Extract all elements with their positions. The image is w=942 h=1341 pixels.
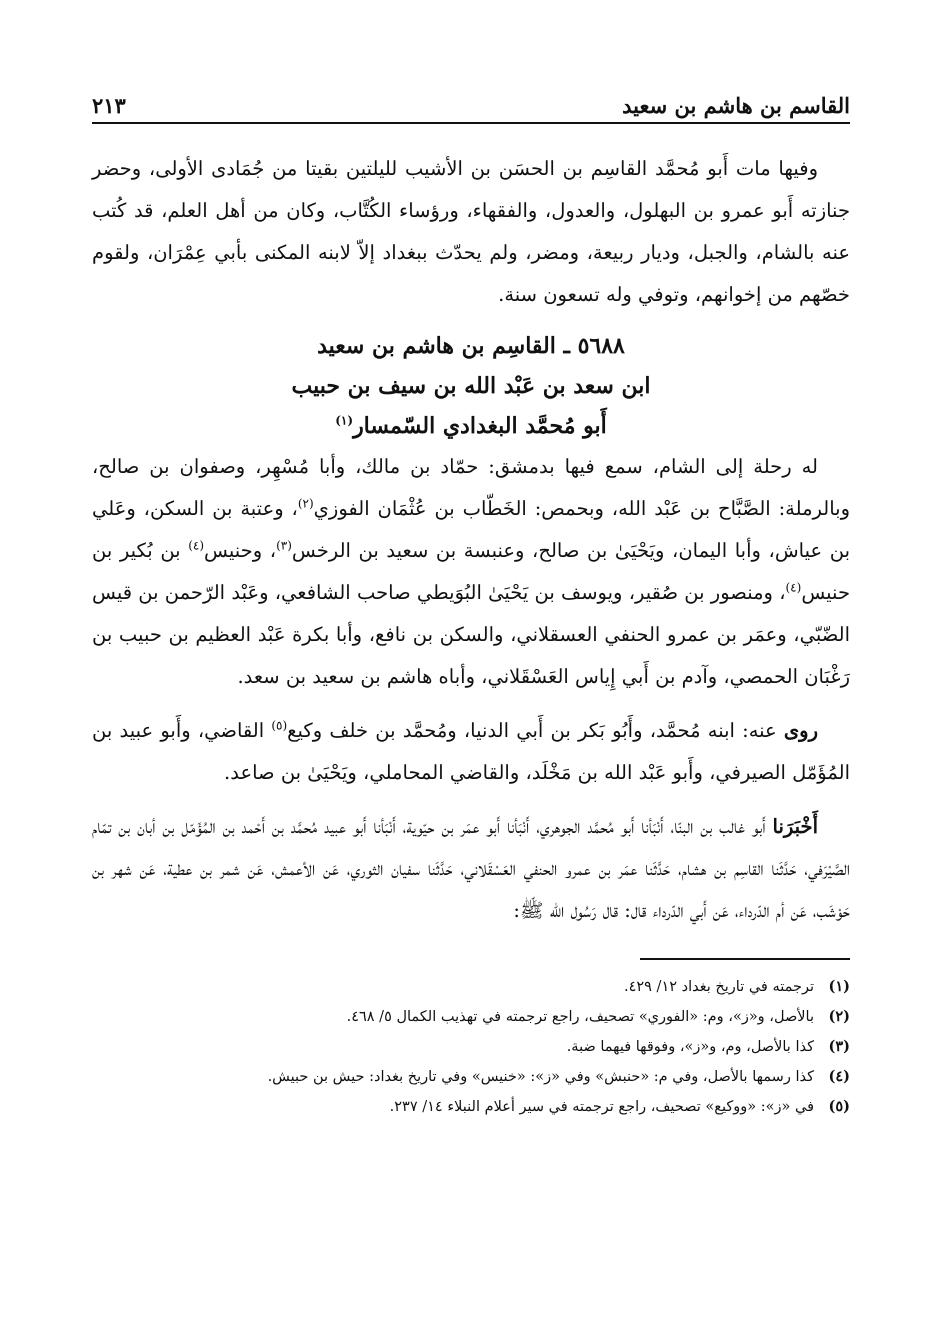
footnote-number: (٣) bbox=[828, 1038, 850, 1055]
footnote-number: (١) bbox=[828, 978, 850, 995]
bio-text-3: ، وحنيس bbox=[204, 539, 277, 562]
isnad-text: أَبو غالب بن البنّا، أَنْبَأنا أَبو مُحمَّد الجوهري، أَنْبَأنا أَبو عمَر بن حيّوية، أَنْبَأنا أَبو عبيد مُحمَّد بن أَحْمد بن المُؤَمّل بن أبان بن تمّام الصَّيْرَفي، حَدَّثَنا القاسِم بن هشام، حَدَّثَنا عمَر بن عمرو الحنفي العَسْقَلاني، حَدَّثَنا سفيان الثوري، عَن الأعمش، عَن شمر بن عطية، عَن شهر بن حَوْشَب، عَن أم الدّرداء، عَن أَبي الدّرداء قال: قال رَسُول الله ﷺ: bbox=[92, 815, 850, 922]
biography-paragraph bbox=[92, 446, 850, 698]
footnotes bbox=[92, 972, 850, 1122]
running-header bbox=[92, 78, 850, 124]
footnote-divider bbox=[640, 958, 850, 960]
footnote-ref-3: (٣) bbox=[276, 538, 292, 553]
narrators-lead: روى bbox=[783, 719, 818, 742]
entry-kunya: أَبو مُحمَّد البغدادي السّمسار bbox=[353, 413, 607, 439]
narrators-text-2: القاضي، وأَبو عبيد بن المُؤَمّل الصيرفي، وأَبو عَبْد الله بن مَخْلَد، والقاضي المحاملي، ويَحْيَىٰ بن صاعد. bbox=[92, 719, 850, 784]
footnote-ref-2: (٢) bbox=[297, 496, 314, 511]
footnote-text: كذا بالأصل، وم، و«ز»، وفوقها فيهما ضبة. bbox=[566, 1039, 814, 1055]
footnote-3 bbox=[92, 1032, 850, 1062]
footnote-number: (٤) bbox=[828, 1068, 850, 1085]
footnote-2 bbox=[92, 1002, 850, 1032]
footnote-number: (٥) bbox=[828, 1098, 850, 1115]
footnote-number: (٢) bbox=[828, 1008, 850, 1025]
entry-heading-line-3 bbox=[92, 406, 850, 446]
isnad-lead: أَخْبَرَنا bbox=[772, 815, 818, 838]
running-title: القاسم بن هاشم بن سعيد bbox=[622, 93, 850, 118]
book-page bbox=[92, 78, 850, 1341]
entry-heading bbox=[92, 326, 850, 446]
narrators-paragraph bbox=[92, 710, 850, 794]
footnote-1 bbox=[92, 972, 850, 1002]
footnote-text: كذا رسمها بالأصل، وفي م: «حنبش» وفي «ز»: «خنيس» وفي تاريخ بغداد: حيش بن حبيش. bbox=[267, 1069, 814, 1085]
bio-text-4: بن بُكير بن حنيس bbox=[92, 539, 850, 604]
footnote-text: في «ز»: «ووكيع» تصحيف، راجع ترجمته في سير أعلام النبلاء ١٤/ ٢٣٧. bbox=[389, 1099, 814, 1115]
intro-paragraph: وفيها مات أَبو مُحمَّد القاسِم بن الحسَن بن الأشيب لليلتين بقيتا من جُمَادى الأولى، وحضر جنازته أَبو عمرو بن البهلول، والعدول، والفقهاء، ورؤساء الكُتَّاب، وكان من أهل العلم، قد كُتب عنه بالشام، والجبل، وديار ربيعة، ومضر، ولم يحدّث ببغداد إلاّ لابنه المكنى بأبي عِمْرَان، ولقوم خصّهم من إخوانهم، وتوفي وله تسعون سنة. bbox=[92, 157, 850, 306]
entry-heading-line-2: ابن سعد بن عَبْد الله بن سيف بن حبيب bbox=[291, 373, 651, 399]
page-number: ٢١٣ bbox=[92, 93, 126, 118]
isnad-paragraph bbox=[92, 806, 850, 932]
footnote-ref-1: (١) bbox=[335, 413, 354, 428]
footnote-4 bbox=[92, 1062, 850, 1092]
footnote-text: بالأصل، و«ز»، وم: «الفوري» تصحيف، راجع ترجمته في تهذيب الكمال ٥/ ٤٦٨. bbox=[346, 1009, 814, 1025]
footnote-ref-5: (٥) bbox=[271, 718, 288, 733]
entry-heading-line-1: ٥٦٨٨ ـ القاسِم بن هاشم بن سعيد bbox=[317, 333, 625, 359]
footnote-5 bbox=[92, 1092, 850, 1122]
bio-text-5: ، ومنصور بن صُقير، ويوسف بن يَحْيَىٰ البُوَيطي صاحب الشافعي، وعَبْد الرّحمن بن قيس الضّبّي، وعمَر بن عمرو الحنفي العسقلاني، والسكن بن نافع، وأبا بكرة عَبْد العظيم بن حبيب بن رَغْبَان الحمصي، وآدم بن أَبي إِياس العَسْقَلاني، وأباه هاشم بن سعيد بن سعد. bbox=[92, 581, 850, 688]
bio-text-2: ، وعتبة بن السكن، وعَلي بن عياش، وأبا اليمان، ويَحْيَىٰ بن صالح، وعنبسة بن سعيد بن الرخس bbox=[92, 497, 850, 562]
bio-text-1: له رحلة إلى الشام، سمع فيها بدمشق: حمّاد بن مالك، وأبا مُسْهِر، وصفوان بن صالح، وبالرملة: الصَّبَّاح بن عَبْد الله، وبحمص: الخَطّاب بن عُثْمَان الفوزي bbox=[92, 455, 850, 520]
footnote-ref-4a: (٤) bbox=[188, 538, 205, 553]
narrators-text-1: عنه: ابنه مُحمَّد، وأَبُو بَكر بن أَبي الدنيا، ومُحمَّد بن خلف وكيع bbox=[287, 719, 784, 742]
footnote-text: ترجمته في تاريخ بغداد ١٢/ ٤٢٩. bbox=[623, 979, 814, 995]
footnote-ref-4b: (٤) bbox=[785, 580, 802, 595]
